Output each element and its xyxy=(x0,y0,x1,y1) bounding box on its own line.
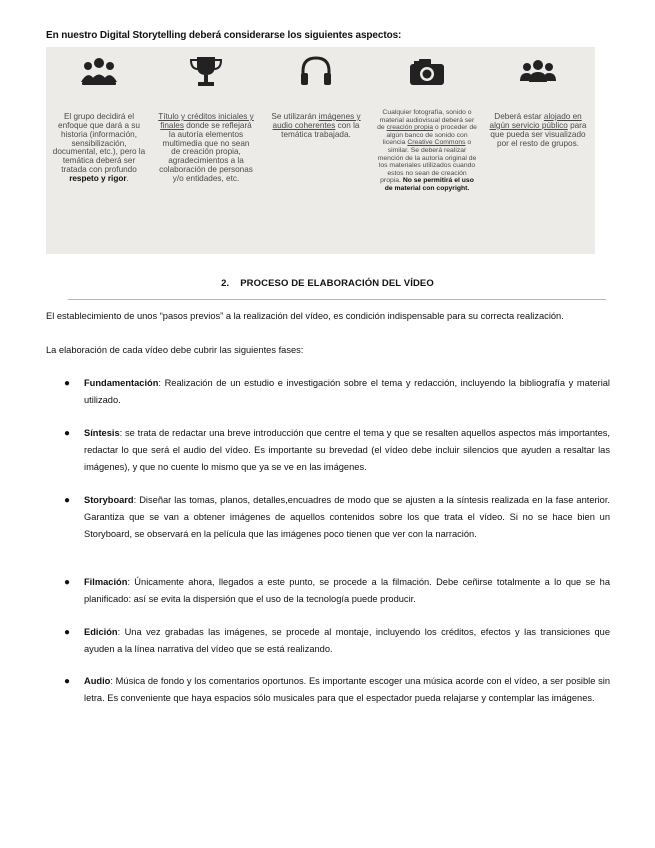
phase-term: Edición xyxy=(84,627,118,637)
bullet: ● xyxy=(64,428,71,439)
phase-description: : Diseñar las tomas, planos, detalles,encuadres de modo que se ajusten a la síntesis realizada en la fase anterior. Garantiza que se van a obtener imágenes de aquellos contenidos sobre los que trata el vídeo. Si no se hace bien un Storyboard, se observará en la película que las imágenes poco tienen que ver con la narración. xyxy=(84,495,610,539)
group-icon xyxy=(79,55,119,89)
phase-description: : se trata de redactar una breve introducción que centre el tema y que se resalten aquellos aspectos más importantes, redactar lo que será el audio del vídeo. Es importante su brevedad (el vídeo debe incluir silencios que ayuden a resaltar las imágenes), y que no cuente lo mismo que ya se ve en las imágenes. xyxy=(84,428,610,472)
headphones-icon xyxy=(296,55,336,89)
aspect-text xyxy=(486,113,590,148)
aspect-text-segment: con la temática trabajada. xyxy=(281,120,360,139)
bullet: ● xyxy=(64,577,71,588)
phase-term: Audio xyxy=(84,676,111,686)
aspect-text-segment: Cualquier fotografía, sonido o material audiovisual deberá ser de xyxy=(377,109,475,132)
phase-item-audio xyxy=(64,673,610,707)
section-title: PROCESO DE ELABORACIÓN DEL VÍDEO xyxy=(240,278,434,289)
camera-icon xyxy=(407,55,447,89)
trophy-icon xyxy=(186,55,226,89)
aspect-text-segment: respeto y rigor xyxy=(69,174,127,184)
phase-term: Síntesis xyxy=(84,428,120,438)
aspect-text-segment: o similar. Se deberá realizar mención de la autoría original de los materiales utilizados cuando estos no sean de creación propia. xyxy=(377,139,477,185)
phase-item-filmacion xyxy=(64,574,610,608)
section-divider xyxy=(68,299,606,300)
aspect-text-segment: . xyxy=(126,174,129,184)
phase-description: : Música de fondo y los comentarios oportunos. Es importante escoger una música acorde con el vídeo, a ser posible sin letra. Es conveniente que haya espacios sólo musicales para que el espectador pueda relajarse y contemplar las imágenes. xyxy=(84,676,610,703)
aspect-title-credits xyxy=(156,47,256,254)
phase-item-storyboard xyxy=(64,492,610,543)
aspect-text xyxy=(374,109,480,193)
aspect-text-segment: No se permitirá el uso de material con copyright. xyxy=(384,177,474,193)
phase-item-fundamentacion xyxy=(64,375,610,409)
intro-text: En nuestro Digital Storytelling deberá considerarse los siguientes aspectos: xyxy=(46,30,402,41)
aspect-text-segment: Deberá estar xyxy=(494,112,544,121)
aspect-text-segment: Título y créditos iniciales y finales xyxy=(158,112,254,130)
aspect-text-segment: o proceder de algún banco de sonido con licencia xyxy=(382,124,477,147)
phase-description: : Una vez grabadas las imágenes, se procede al montaje, incluyendo los créditos, efectos y las transiciones que ayuden a la línea narrativa del vídeo que se está realizando. xyxy=(84,627,610,654)
aspect-text-segment: alojado en algún servicio público xyxy=(489,112,582,130)
section-number: 2. xyxy=(221,278,230,289)
aspect-text-segment: creación propia xyxy=(386,124,434,132)
aspect-licensing xyxy=(374,47,480,254)
phase-term: Fundamentación xyxy=(84,378,159,388)
phase-description: : Realización de un estudio e investigación sobre el tema y redacción, incluyendo la bibliografía y material utilizado. xyxy=(84,378,610,405)
phase-item-sintesis xyxy=(64,425,610,476)
aspect-text-segment: Se utilizarán xyxy=(271,112,319,121)
aspect-text xyxy=(48,113,150,184)
aspect-public-hosting xyxy=(486,47,590,254)
bullet: ● xyxy=(64,676,71,687)
bullet: ● xyxy=(64,495,71,506)
bullet: ● xyxy=(64,378,71,389)
aspect-text-segment: para que pueda ser visualizado por el resto de grupos. xyxy=(490,120,587,148)
intro-paragraph: El establecimiento de unos “pasos previos” a la realización del vídeo, es condición indispensable para su correcta realización. xyxy=(46,311,564,321)
aspects-infographic xyxy=(46,47,595,254)
phase-description: : Únicamente ahora, llegados a este punto, se procede a la filmación. Debe ceñirse totalmente a lo que se ha planificado: así se evita la dispersión que el uso de la tecnología puede producir. xyxy=(84,577,610,604)
aspect-text-segment: donde se reflejará la autoría elementos multimedia que no sean de creación propia, agradecimientos a la colaboración de personas y/o entidades, etc. xyxy=(159,120,253,184)
phase-term: Storyboard xyxy=(84,495,134,505)
phase-item-edicion xyxy=(64,624,610,658)
aspect-text-segment: El grupo decidirá el enfoque que dará a su historia (información, sensibilización, documental, etc.), pero la temática deberá ser tratada con profundo xyxy=(52,112,146,175)
phase-term: Filmación xyxy=(84,577,128,587)
aspect-group-approach xyxy=(48,47,150,254)
aspect-text-segment: imágenes y audio coherentes xyxy=(272,112,361,130)
bullet: ● xyxy=(64,627,71,638)
aspect-text-segment: Creative Commons xyxy=(407,139,466,147)
section-heading xyxy=(0,278,655,289)
phases-lead-paragraph: La elaboración de cada vídeo debe cubrir las siguientes fases: xyxy=(46,345,304,355)
users-icon xyxy=(518,55,558,89)
aspect-text xyxy=(264,113,368,140)
aspect-coherent-media xyxy=(264,47,368,254)
aspect-text xyxy=(156,113,256,184)
